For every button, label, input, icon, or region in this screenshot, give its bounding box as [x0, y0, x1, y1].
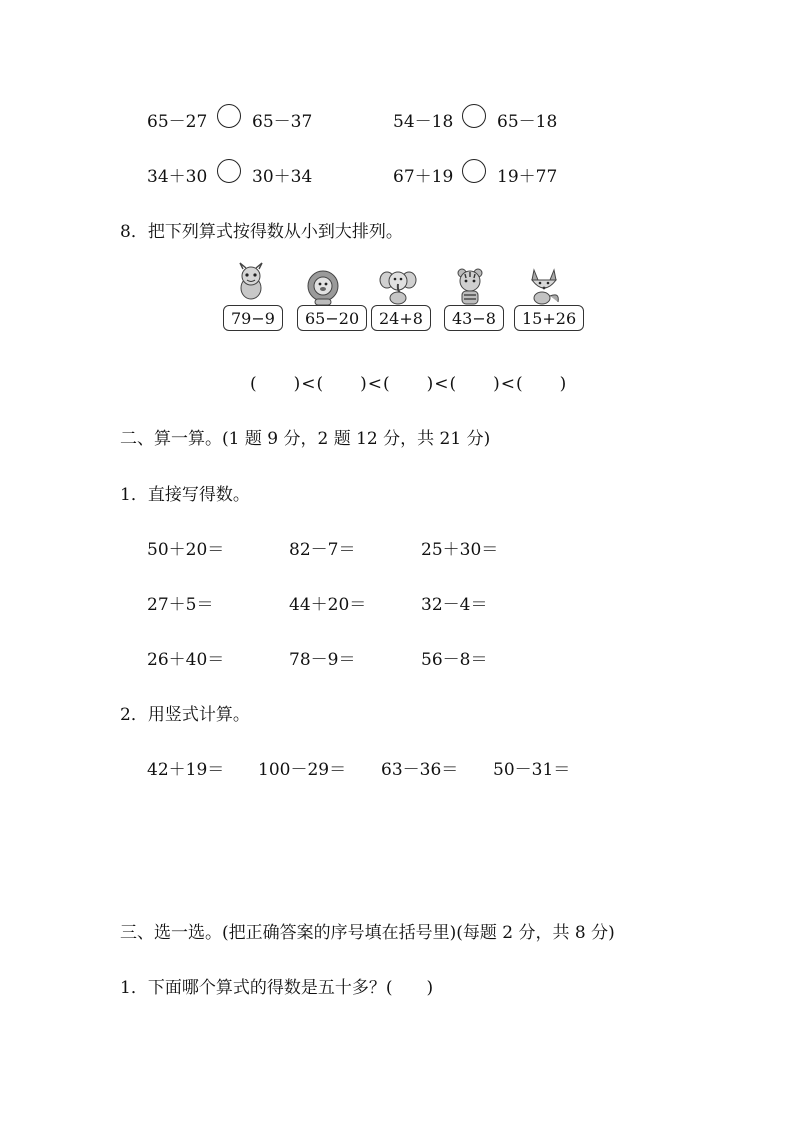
compare-expr: 65－37: [252, 112, 313, 132]
compare-circle[interactable]: [462, 159, 486, 183]
section-2-q2-title: 2．用竖式计算。: [120, 705, 250, 725]
order-answer-line[interactable]: ( )<( )<( )<( )<( ): [250, 374, 568, 394]
expression-box: 65−20: [297, 305, 367, 331]
calc-item[interactable]: 78－9＝: [289, 650, 356, 670]
fox-icon: [524, 266, 564, 306]
question-8-title: 8．把下列算式按得数从小到大排列。: [120, 222, 403, 242]
expression-box: 24+8: [371, 305, 431, 331]
tiger-icon: [450, 266, 490, 306]
expression-box: 43−8: [444, 305, 504, 331]
section-3-q1[interactable]: 1．下面哪个算式的得数是五十多？( ): [120, 978, 434, 998]
vertical-calc-item[interactable]: 100－29＝: [258, 760, 347, 780]
compare-expr: 67＋19: [393, 167, 454, 187]
vertical-calc-item[interactable]: 42＋19＝: [147, 760, 225, 780]
section-2-title: 二、算一算。(1 题 9 分，2 题 12 分，共 21 分): [120, 429, 491, 449]
expression-box: 79−9: [223, 305, 283, 331]
lion-icon: [303, 268, 343, 308]
calc-item[interactable]: 27＋5＝: [147, 595, 214, 615]
calc-item[interactable]: 56－8＝: [421, 650, 488, 670]
calc-item[interactable]: 32－4＝: [421, 595, 488, 615]
compare-circle[interactable]: [217, 159, 241, 183]
compare-expr: 34＋30: [147, 167, 208, 187]
compare-expr: 30＋34: [252, 167, 313, 187]
elephant-icon: [378, 266, 418, 306]
compare-expr: 65－27: [147, 112, 208, 132]
calc-item[interactable]: 82－7＝: [289, 540, 356, 560]
calc-item[interactable]: 25＋30＝: [421, 540, 499, 560]
section-2-q1-title: 1．直接写得数。: [120, 485, 250, 505]
expression-box: 15+26: [514, 305, 584, 331]
calc-item[interactable]: 50＋20＝: [147, 540, 225, 560]
compare-expr: 54－18: [393, 112, 454, 132]
vertical-calc-item[interactable]: 63－36＝: [381, 760, 459, 780]
calc-item[interactable]: 44＋20＝: [289, 595, 367, 615]
dragon-icon: [231, 262, 271, 302]
compare-circle[interactable]: [462, 104, 486, 128]
compare-expr: 65－18: [497, 112, 558, 132]
compare-expr: 19＋77: [497, 167, 558, 187]
compare-circle[interactable]: [217, 104, 241, 128]
vertical-calc-item[interactable]: 50－31＝: [493, 760, 571, 780]
calc-item[interactable]: 26＋40＝: [147, 650, 225, 670]
section-3-title: 三、选一选。(把正确答案的序号填在括号里)(每题 2 分，共 8 分): [120, 923, 615, 943]
